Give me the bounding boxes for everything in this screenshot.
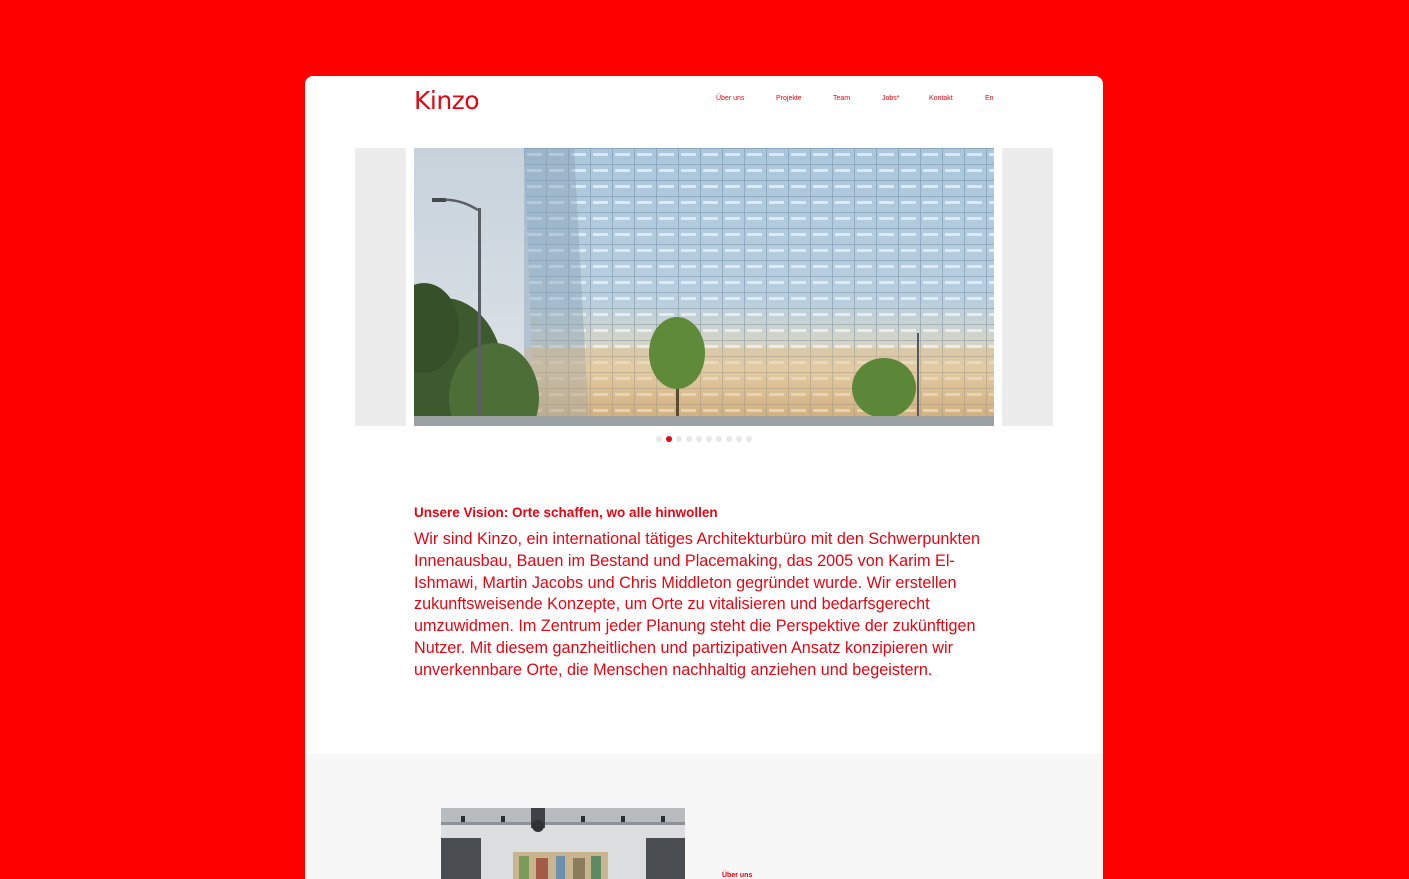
carousel-dot[interactable] [696,436,702,442]
carousel-dot[interactable] [726,436,732,442]
about-teaser-section [305,754,1103,879]
carousel-dot[interactable] [716,436,722,442]
nav-item-kontakt[interactable]: Kontakt [929,95,953,102]
office-image [441,808,685,879]
carousel-dot[interactable] [686,436,692,442]
carousel-dot[interactable] [746,436,752,442]
main-nav [305,95,1103,107]
carousel-dot[interactable] [706,436,712,442]
logo[interactable]: Kinzo [414,86,480,115]
nav-item-jobs[interactable]: Jobs* [882,95,900,102]
website-card [305,76,1103,879]
about-teaser-label[interactable]: Über uns [722,872,753,879]
nav-item-language[interactable]: En [985,95,994,102]
carousel-dot[interactable] [656,436,662,442]
carousel-dot[interactable] [736,436,742,442]
carousel-next-slide[interactable] [1002,148,1053,426]
nav-item-ueber-uns[interactable]: Über uns [716,95,745,102]
vision-title: Unsere Vision: Orte schaffen, wo alle hinwollen [414,505,718,520]
hero-image [414,148,994,426]
nav-item-team[interactable]: Team [833,95,851,102]
carousel-dot[interactable] [666,436,672,442]
carousel-dot[interactable] [676,436,682,442]
nav-item-projekte[interactable]: Projekte [776,95,802,102]
carousel-prev-slide[interactable] [355,148,406,426]
vision-text: Wir sind Kinzo, ein international tätiges Architekturbüro mit den Schwerpunkten Innenausbau, Bauen im Bestand und Placemaking, das 2005 von Karim El-Ishmawi, Martin Jacobs und Chris Middleton gegründet wurde. Wir erstellen zukunftsweisende Konzepte, um Orte zu vitalisieren und bedarfsgerecht umzuwidmen. Im Zentrum jeder Planung steht die Perspektive der zukünftigen Nutzer. Mit diesem ganzheitlichen und partizipativen Ansatz konzipieren wir unverkennbare Orte, die Menschen nachhaltig anziehen und begeistern. [414,530,980,679]
